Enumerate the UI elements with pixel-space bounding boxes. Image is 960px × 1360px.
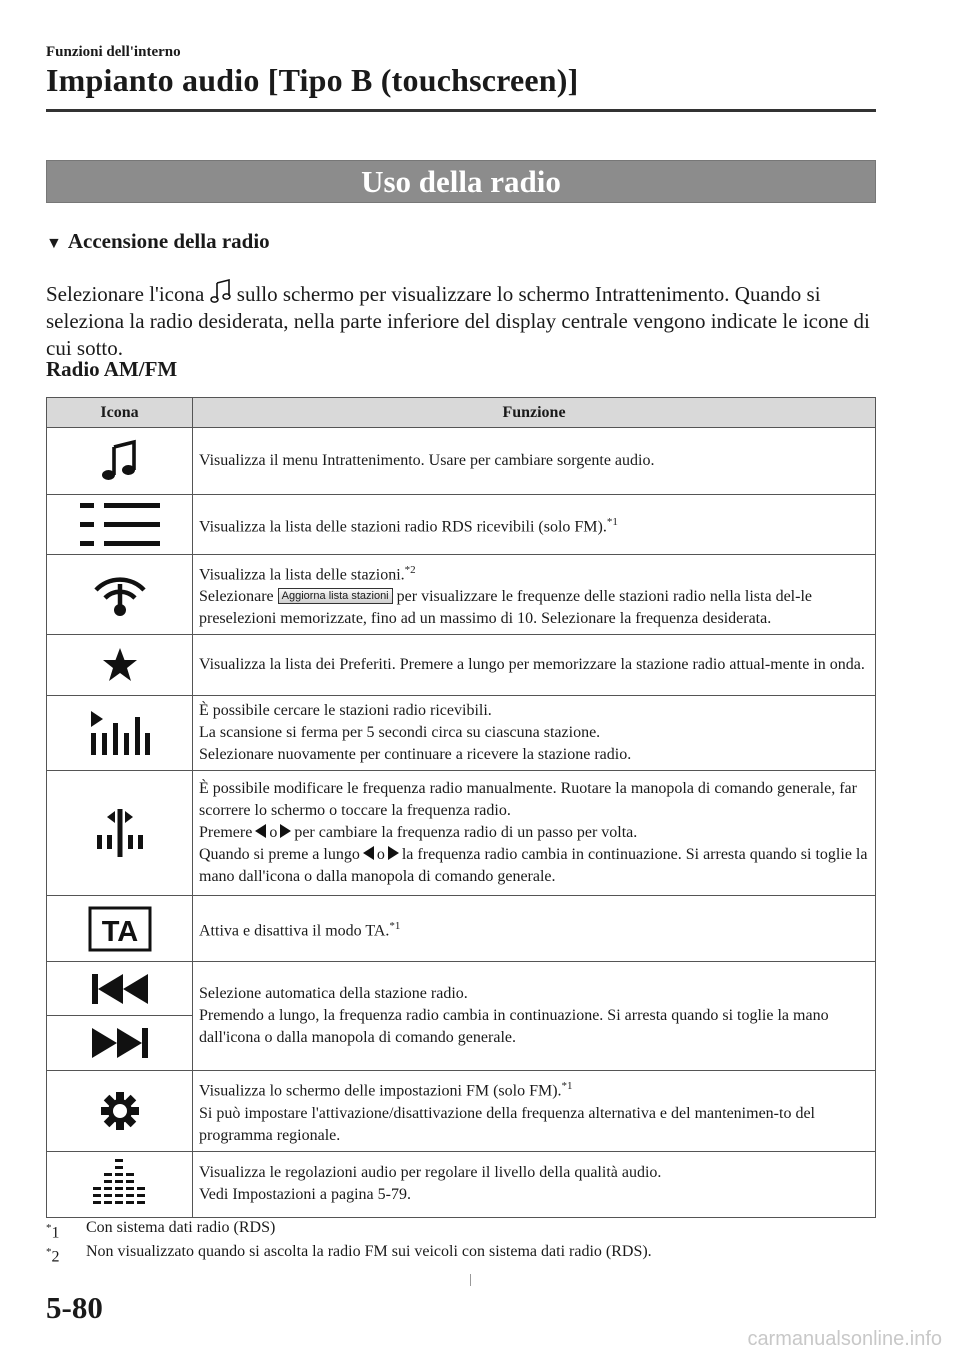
- music-note-icon: [98, 439, 142, 483]
- header-function: Funzione: [193, 398, 876, 428]
- footnote-text: Con sistema dati radio (RDS): [86, 1219, 276, 1236]
- row-text: Premendo a lungo, la frequenza radio cambia in continuazione. Si arresta quando si toglie la mano dall'icona o dalla manopola di comando generale.: [199, 1007, 829, 1047]
- function-cell: Visualizza la lista dei Preferiti. Premere a lungo per memorizzare la stazione radio attual-mente in onda.: [193, 635, 876, 696]
- table-row: [47, 428, 876, 495]
- table-row: [47, 771, 876, 896]
- music-note-icon: [210, 279, 232, 305]
- row-text: La scansione si ferma per 5 secondi circa su ciascuna stazione.: [199, 724, 601, 742]
- intro-text-after: sullo schermo per visualizzare lo schermo Intrattenimento. Quando si seleziona la radio desiderata, nella parte inferiore del display centrale vengono indicate le icone di cui sotto.: [46, 282, 870, 360]
- ta-icon: [88, 906, 152, 952]
- gear-icon: [100, 1091, 140, 1131]
- row-text: Attiva e disattiva il modo TA.: [199, 922, 390, 940]
- row-text: Selezione automatica della stazione radio.: [199, 985, 468, 1003]
- row-text: Si può impostare l'attivazione/disattivazione della frequenza alternativa e del mantenimen-to del programma regionale.: [199, 1104, 815, 1144]
- function-cell: [193, 1071, 876, 1151]
- function-cell: [193, 1151, 876, 1217]
- subheading: [46, 229, 270, 254]
- icon-cell: [47, 1016, 193, 1071]
- chapter-title: Impianto audio [Tipo B (touchscreen)]: [46, 62, 579, 98]
- icon-cell: [47, 428, 193, 495]
- row-text: Selezionare: [199, 588, 278, 606]
- footnote-mark: *2: [46, 1246, 60, 1266]
- subheading-text: Accensione della radio: [67, 229, 270, 253]
- manual-tune-icon: [95, 809, 145, 857]
- icon-cell: [47, 896, 193, 962]
- function-table: [46, 397, 876, 1218]
- triangle-right-icon: [388, 846, 399, 860]
- row-text: Visualizza le regolazioni audio per regolare il livello della qualità audio.: [199, 1164, 662, 1182]
- row-text: Visualizza lo schermo delle impostazioni FM (solo FM).: [199, 1082, 562, 1100]
- icon-cell: [47, 696, 193, 771]
- title-rule: [46, 109, 876, 112]
- row-text: per cambiare la frequenza radio di un passo per volta.: [294, 824, 638, 842]
- equalizer-icon: [91, 1159, 149, 1209]
- footnote-ref: *2: [404, 564, 416, 576]
- function-cell: [193, 771, 876, 896]
- table-row: [47, 1151, 876, 1217]
- page-number: 5-80: [46, 1290, 103, 1325]
- header-icon: Icona: [47, 398, 193, 428]
- icon-cell: [47, 1071, 193, 1151]
- triangle-right-icon: [280, 824, 291, 838]
- function-cell: [193, 495, 876, 555]
- icon-cell: [47, 635, 193, 696]
- footnote-ref: *1: [389, 920, 401, 933]
- table-row: [47, 896, 876, 962]
- footnote-ref: *1: [606, 515, 618, 528]
- row-text: Premere: [199, 824, 253, 842]
- row-text: o: [376, 846, 385, 864]
- row-text: È possibile cercare le stazioni radio ricevibili.: [199, 702, 492, 720]
- function-cell: [193, 962, 876, 1071]
- row-text: Vedi Impostazioni a pagina 5-79.: [199, 1186, 411, 1204]
- update-station-list-button: Aggiorna lista stazioni: [278, 588, 393, 604]
- row-text: o: [269, 824, 278, 842]
- table-row: [47, 635, 876, 696]
- function-cell: [193, 555, 876, 635]
- row-text: Visualizza la lista delle stazioni radio RDS ricevibili (solo FM).: [199, 518, 607, 536]
- function-cell: [193, 696, 876, 771]
- row-text: Visualizza la lista delle stazioni.: [199, 566, 405, 584]
- footnote: [46, 1240, 652, 1264]
- ta-icon-label: TA: [101, 915, 138, 948]
- table-header-row: [47, 398, 876, 428]
- footnote-text: Non visualizzato quando si ascolta la radio FM sui veicoli con sistema dati radio (RDS).: [86, 1243, 652, 1260]
- intro-paragraph: [46, 279, 881, 362]
- row-text: È possibile modificare le frequenza radio manualmente. Ruotare la manopola di comando generale, far scorrere lo schermo o toccare la frequenza radio.: [199, 780, 857, 820]
- row-text: Quando si preme a lungo: [199, 846, 360, 864]
- table-row: [47, 962, 876, 1016]
- icon-cell: [47, 1151, 193, 1217]
- triangle-left-icon: [363, 846, 374, 860]
- footnote-mark: *1: [46, 1222, 60, 1242]
- triangle-left-icon: [255, 824, 266, 838]
- triangle-marker-icon: ▼: [46, 235, 62, 252]
- section-banner: Uso della radio: [46, 160, 876, 203]
- row-text: per visualizzare le frequenze delle stazioni radio nella lista del-le preselezioni memorizzate, fino ad un massimo di 10. Selezionare la frequenza desiderata.: [199, 588, 812, 628]
- skip-next-icon: [90, 1025, 150, 1061]
- table-row: [47, 696, 876, 771]
- icon-cell: [47, 771, 193, 896]
- table-row: [47, 1071, 876, 1151]
- table-subtitle: Radio AM/FM: [46, 357, 178, 381]
- function-cell: Visualizza il menu Intrattenimento. Usare per cambiare sorgente audio.: [193, 428, 876, 495]
- star-icon: [102, 647, 138, 683]
- table-row: [47, 495, 876, 555]
- scan-icon: [89, 709, 151, 757]
- icon-cell: [47, 962, 193, 1016]
- footnotes: [46, 1216, 652, 1264]
- table-row: [47, 555, 876, 635]
- footnote: [46, 1216, 652, 1240]
- icon-cell: [47, 495, 193, 555]
- section-label: Funzioni dell'interno: [46, 44, 181, 60]
- center-mark: [470, 1274, 471, 1286]
- icon-cell: [47, 555, 193, 635]
- list-icon: [78, 501, 162, 549]
- skip-previous-icon: [90, 971, 150, 1007]
- radio-antenna-icon: [92, 572, 148, 618]
- watermark: carmanualsonline.info: [747, 1328, 942, 1350]
- intro-text-before: Selezionare l'icona: [46, 282, 210, 306]
- row-text: la frequenza radio cambia in continuazione. Si arresta quando si toglie la mano dall'icona o dalla manopola di comando generale.: [199, 846, 868, 886]
- row-text: Selezionare nuovamente per continuare a ricevere la stazione radio.: [199, 746, 632, 764]
- footnote-ref: *1: [561, 1080, 573, 1093]
- function-cell: [193, 896, 876, 962]
